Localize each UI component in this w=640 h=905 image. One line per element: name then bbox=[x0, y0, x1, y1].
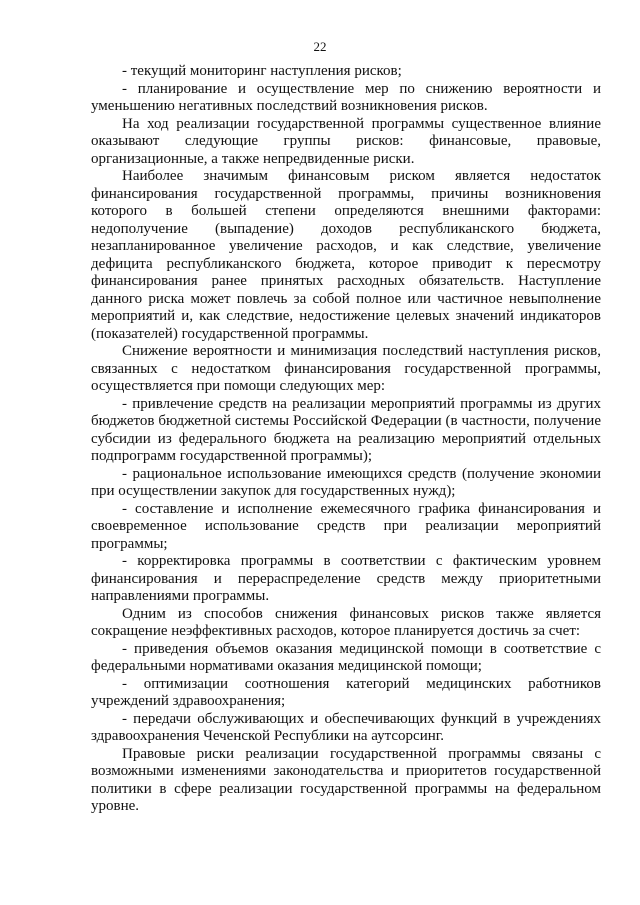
paragraph-legal-risks: Правовые риски реализации государственной программы связаны с возможными изменениями законодательства и приоритетов государственной политики в сфере реализации государственной программы на федеральном уровне. bbox=[91, 745, 601, 814]
paragraph-mitigation-intro: Снижение вероятности и минимизация последствий наступления рисков, связанных с недостатком финансирования государственной программы, осуществляется при помощи следующих мер: bbox=[91, 343, 601, 394]
list-item-planning: - планирование и осуществление мер по снижению вероятности и уменьшению негативных последствий возникновения рисков. bbox=[91, 80, 601, 114]
paragraph-risk-groups: На ход реализации государственной программы существенное влияние оказывают следующие группы рисков: финансовые, правовые, организационные, а также непредвиденные риски. bbox=[91, 115, 601, 167]
list-item-staff-optimization: - оптимизации соотношения категорий медицинских работников учреждений здравоохранения; bbox=[91, 675, 601, 709]
paragraph-cost-reduction: Одним из способов снижения финансовых рисков также является сокращение неэффективных расходов, которое планируется достичь за счет: bbox=[91, 605, 601, 639]
list-item-federal-standards: - приведения объемов оказания медицинской помощи в соответствие с федеральными нормативами оказания медицинской помощи; bbox=[91, 640, 601, 674]
paragraph-financial-risk: Наиболее значимым финансовым риском является недостаток финансирования государственной программы, причины возникновения которого в большей степени определяются внешними факторами: недополучение (выпадение) доходов республиканского бюджета, незапланированное увеличение расходов, и как следствие, увеличение дефицита республиканского бюджета, которое приводит к пересмотру финансирования ранее принятых расходных обязательств. Наступление данного риска может повлечь за собой полное или частичное невыполнение мероприятий и, как следствие, недостижение целевых значений индикаторов (показателей) государственной программы. bbox=[91, 168, 601, 342]
list-item-attract-funds: - привлечение средств на реализации мероприятий программы из других бюджетов бюджетной системы Российской Федерации (в частности, получение субсидии из федерального бюджета на реализацию мероприятий отдельных подпрограмм государственной программы); bbox=[91, 395, 601, 464]
list-item-outsourcing: - передачи обслуживающих и обеспечивающих функций в учреждениях здравоохранения Чеченской Республики на аутсорсинг. bbox=[91, 710, 601, 744]
document-body bbox=[91, 63, 601, 816]
list-item-monthly-schedule: - составление и исполнение ежемесячного графика финансирования и своевременное использование средств при реализации мероприятий программы; bbox=[91, 500, 601, 552]
page-number: 22 bbox=[313, 39, 327, 54]
list-item-monitoring: - текущий мониторинг наступления рисков; bbox=[122, 63, 402, 79]
list-item-rational-use: - рациональное использование имеющихся средств (получение экономии при осуществлении закупок для государственных нужд); bbox=[91, 465, 601, 499]
list-item-program-adjustment: - корректировка программы в соответствии с фактическим уровнем финансирования и перераспределение средств между приоритетными направлениями программы. bbox=[91, 553, 601, 604]
